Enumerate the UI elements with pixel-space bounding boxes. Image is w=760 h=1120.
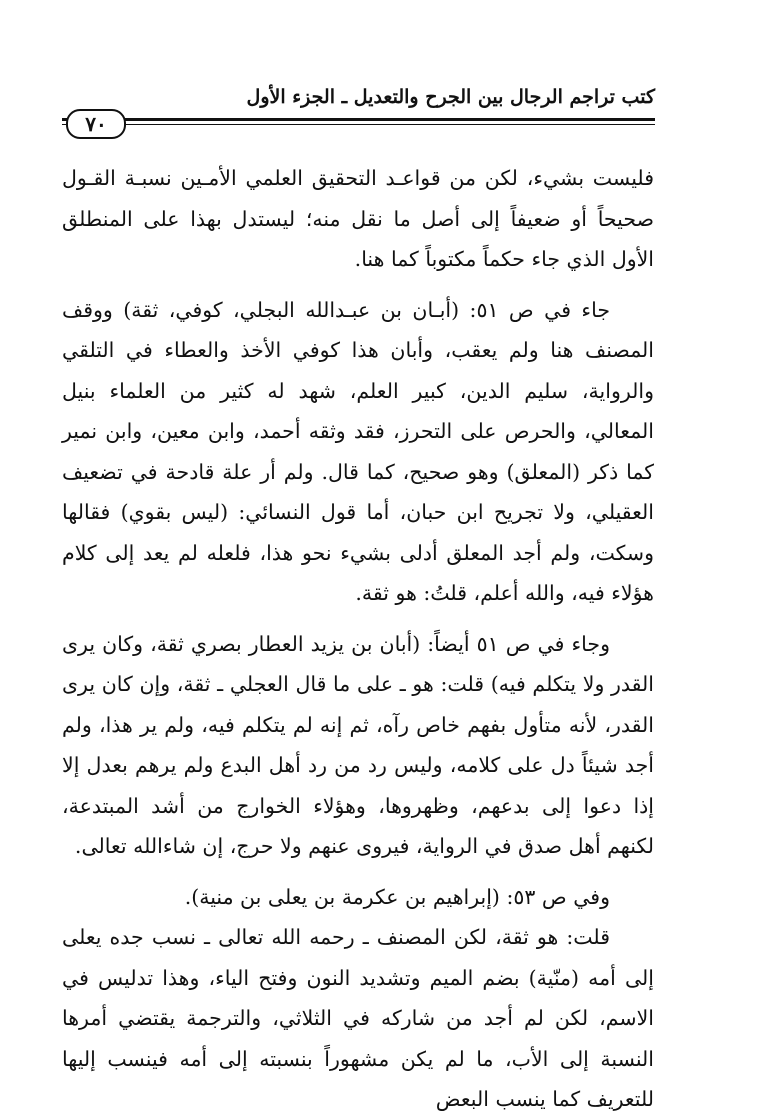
- paragraph-aban-bajali: جاء في ص ٥١: (أبـان بن عبـدالله البجلي، كوفي، ثقة) ووقف المصنف هنا ولم يعقب، وأبان هذا كوفي الأخذ والعطاء في التلقي والرواية، سليم الدين، كبير العلم، شهد له كثير من العلماء بنيل المعالي، والحرص على التحرز، فقد وثقه أحمد، وابن معين، وابن نمير كما ذكر (المعلق) وهو صحيح، كما قال. ولم أر علة قادحة في تضعيف العقيلي، ولا تجريح ابن حبان، أما قول النسائي: (ليس بقوي) فقالها وسكت، ولم أجد المعلق أدلى بشيء نحو هذا، فلعله لم يعد إلى كلام هؤلاء فيه، والله أعلم، قلتُ: هو ثقة.: [62, 297, 654, 605]
- header-rule-thin: [62, 124, 655, 125]
- page-number-badge: ٧٠: [66, 109, 126, 139]
- paragraph-continuation: فليست بشيء، لكن من قواعـد التحقيق العلمي الأمـين نسبـة القـول صحيحاً أو ضعيفاً إلى أصل ما نقل منه؛ ليستدل بهذا على المنطلق الأول الذي جاء حكماً مكتوباً كما هنا.: [62, 166, 654, 271]
- running-header-title: كتب تراجم الرجال بين الجرح والتعديل ـ الجزء الأول: [246, 86, 655, 108]
- paragraph-aban-attar: وجاء في ص ٥١ أيضاً: (أبان بن يزيد العطار بصري ثقة، وكان يرى القدر ولا يتكلم فيه) قلت: هو ـ على ما قال العجلي ـ ثقة، وإن كان يرى القدر، لأنه متأول بفهم خاص رآه، ثم إنه لم يتكلم فيه، ولم ير هذا، ولم أجد شيئاً دل على كلامه، وليس رد من رد أهل البدع ولم يرهم بعدل إلا إذا دعوا إلى بدعهم، وظهروها، وهؤلاء الخوارج من أشد المبتدعة، لكنهم أهل صدق في الرواية، فيروى عنهم ولا حرج، إن شاءالله تعالى.: [62, 631, 654, 858]
- body-text: [62, 158, 654, 1111]
- header-rule-thick: [62, 118, 655, 121]
- paragraph-ibrahim-ikrima: وفي ص ٥٣: (إبراهيم بن عكرمة بن يعلى بن منية).: [184, 884, 610, 909]
- paragraph-ibrahim-note: قلت: هو ثقة، لكن المصنف ـ رحمه الله تعالى ـ نسب جده يعلى إلى أمه (منّية) بضم الميم وتشديد النون وفتح الياء، وهذا تدليس في الاسم، لكن لم أجد من شاركه في الثلاثي، والترجمة يقتضي أمرها النسبة إلى الأب، ما لم يكن مشهوراً بنسبته إلى أمه فينسب إليها للتعريف كما ينسب البعض: [62, 925, 654, 1111]
